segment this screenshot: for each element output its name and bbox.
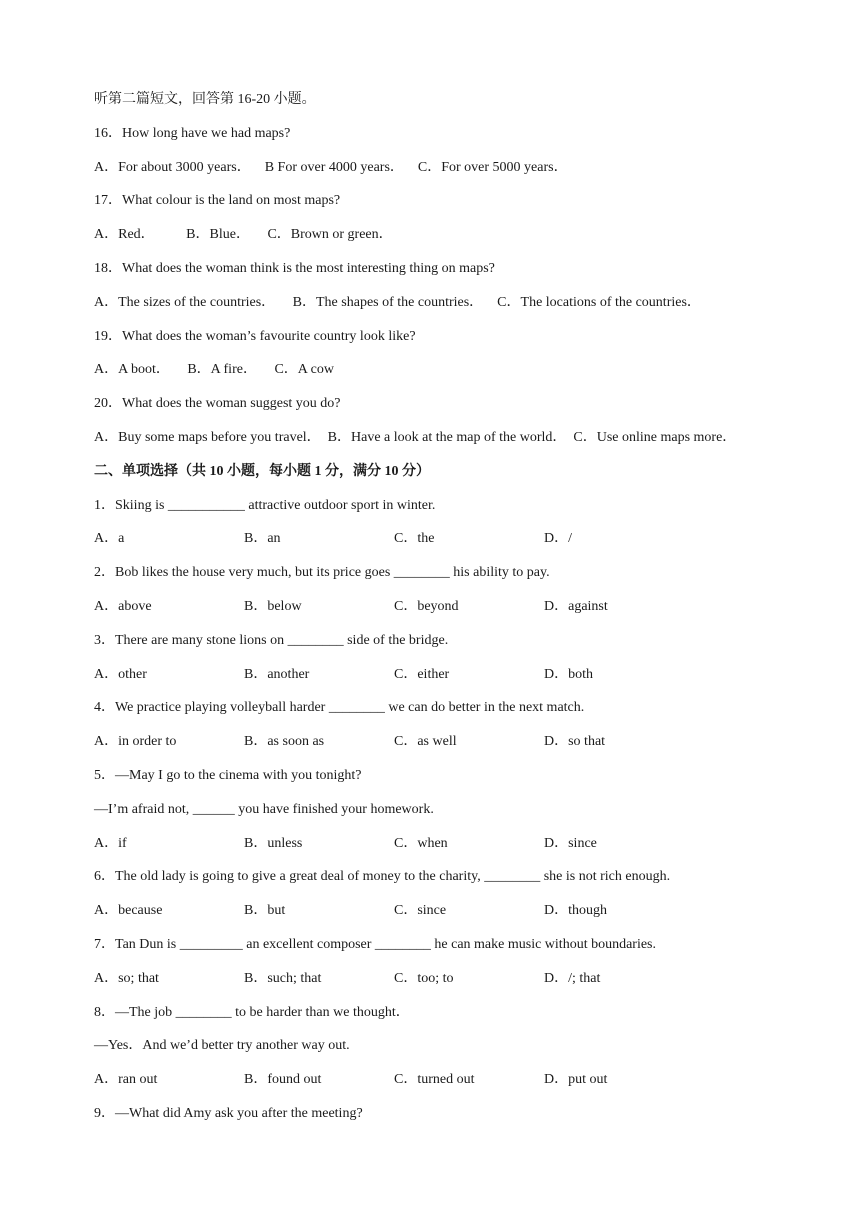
text-line: A．A boot． B．A fire． C．A cow bbox=[94, 362, 334, 378]
text-line: 9．—What did Amy ask you after the meeting? bbox=[94, 1105, 363, 1121]
answer-option: A．ran out bbox=[94, 1072, 158, 1088]
answer-option: A．above bbox=[94, 598, 152, 614]
answer-option: C．turned out bbox=[394, 1072, 475, 1088]
answer-option: D．against bbox=[544, 598, 608, 614]
answer-option: C．since bbox=[394, 903, 447, 919]
answer-options-row bbox=[94, 834, 794, 868]
answer-option: D．since bbox=[544, 835, 597, 851]
answer-option: B．as soon as bbox=[244, 734, 325, 750]
answer-options-row bbox=[94, 1070, 794, 1104]
text-line: 19．What does the woman’s favourite country look like? bbox=[94, 328, 416, 344]
text-line: 17．What colour is the land on most maps? bbox=[94, 193, 341, 209]
answer-option: C．beyond bbox=[394, 598, 459, 614]
answer-option: A．other bbox=[94, 666, 147, 682]
text-line: 7．Tan Dun is _________ an excellent composer ________ he can make music without boundaries. bbox=[94, 936, 657, 952]
section-heading: 二、单项选择（共 10 小题，每小题 1 分，满分 10 分） bbox=[94, 463, 430, 479]
answer-option: B．another bbox=[244, 666, 310, 682]
answer-option: D．both bbox=[544, 666, 593, 682]
text-line: 8．—The job ________ to be harder than we thought． bbox=[94, 1004, 410, 1020]
answer-option: B．an bbox=[244, 531, 281, 547]
text-line: 5．—May I go to the cinema with you tonight? bbox=[94, 767, 362, 783]
text-line: 2．Bob likes the house very much, but its price goes ________ his ability to pay. bbox=[94, 565, 550, 581]
answer-options-row bbox=[94, 529, 794, 563]
answer-option: C．either bbox=[394, 666, 450, 682]
text-line: 16．How long have we had maps? bbox=[94, 125, 291, 141]
text-line: 3．There are many stone lions on ________ side of the bridge. bbox=[94, 632, 449, 648]
answer-option: C．the bbox=[394, 531, 435, 547]
answer-option: A．if bbox=[94, 835, 127, 851]
answer-options-row bbox=[94, 901, 794, 935]
text-line: A．For about 3000 years． B For over 4000 years． C．For over 5000 years． bbox=[94, 159, 568, 175]
answer-options-row bbox=[94, 732, 794, 766]
answer-option: A．a bbox=[94, 531, 125, 547]
answer-option: C．as well bbox=[394, 734, 457, 750]
answer-option: A．in order to bbox=[94, 734, 177, 750]
answer-option: D．so that bbox=[544, 734, 606, 750]
text-line: 20．What does the woman suggest you do? bbox=[94, 396, 341, 412]
answer-option: A．because bbox=[94, 903, 163, 919]
text-line: 听第二篇短文，回答第 16-20 小题。 bbox=[94, 92, 316, 107]
answer-option: C．when bbox=[394, 835, 448, 851]
answer-options-row bbox=[94, 665, 794, 699]
text-line: 1．Skiing is ___________ attractive outdoor sport in winter. bbox=[94, 497, 436, 513]
text-line: A．Red． B．Blue． C．Brown or green． bbox=[94, 227, 393, 243]
document-page bbox=[94, 90, 794, 1138]
answer-options-row bbox=[94, 969, 794, 1003]
text-line: 4．We practice playing volleyball harder ________ we can do better in the next match. bbox=[94, 700, 585, 716]
answer-option: D．though bbox=[544, 903, 607, 919]
text-line: 18．What does the woman think is the most interesting thing on maps? bbox=[94, 260, 495, 276]
text-line: —I’m afraid not, ______ you have finished your homework. bbox=[94, 801, 434, 817]
text-line: A．The sizes of the countries． B．The shapes of the countries． C．The locations of the countries． bbox=[94, 294, 701, 310]
answer-option: B．below bbox=[244, 598, 302, 614]
text-line: A．Buy some maps before you travel． B．Have a look at the map of the world． C．Use online maps more． bbox=[94, 429, 737, 445]
answer-option: D．/; that bbox=[544, 970, 601, 986]
text-line: —Yes．And we’d better try another way out. bbox=[94, 1038, 350, 1054]
answer-option: B．such; that bbox=[244, 970, 322, 986]
text-line: 6．The old lady is going to give a great deal of money to the charity, ________ she is not rich enough. bbox=[94, 869, 671, 885]
answer-option: A．so; that bbox=[94, 970, 159, 986]
answer-option: B．unless bbox=[244, 835, 303, 851]
answer-option: B．found out bbox=[244, 1072, 322, 1088]
answer-options-row bbox=[94, 597, 794, 631]
answer-option: C．too; to bbox=[394, 970, 454, 986]
answer-option: D．put out bbox=[544, 1072, 608, 1088]
answer-option: D．/ bbox=[544, 531, 572, 547]
answer-option: B．but bbox=[244, 903, 286, 919]
